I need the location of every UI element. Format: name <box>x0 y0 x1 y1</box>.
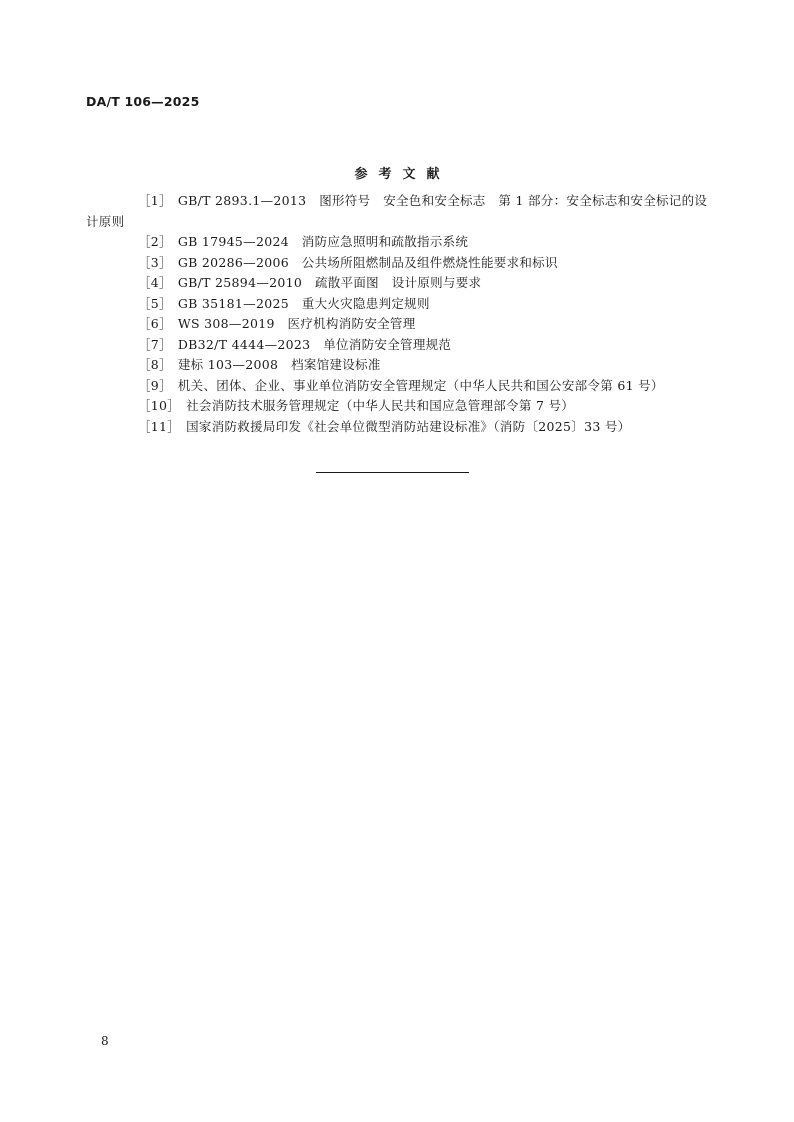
reference-text: GB/T 2893.1—2013 图形符号 安全色和安全标志 第 1 部分：安全标志和安全标记的设计原则 <box>86 193 708 229</box>
reference-text: DB32/T 4444—2023 单位消防安全管理规范 <box>177 336 452 352</box>
reference-number: ［8］ <box>138 357 172 372</box>
reference-number: ［6］ <box>138 316 172 331</box>
reference-item <box>86 273 711 294</box>
reference-number: ［9］ <box>138 377 172 393</box>
document-code: DA/T 106—2025 <box>86 94 200 109</box>
reference-item <box>86 335 711 356</box>
page-number: 8 <box>101 1034 109 1048</box>
reference-text: 机关、团体、企业、事业单位消防安全管理规定（中华人民共和国公安部令第 61 号） <box>177 377 664 393</box>
reference-text: 建标 103—2008 档案馆建设标准 <box>177 357 381 372</box>
reference-number: ［1］ <box>138 193 172 208</box>
reference-number: ［10］ <box>138 398 181 413</box>
reference-text: WS 308—2019 医疗机构消防安全管理 <box>177 316 416 331</box>
reference-item <box>86 417 711 438</box>
reference-text: GB 17945—2024 消防应急照明和疏散指示系统 <box>177 234 469 249</box>
reference-text: 国家消防救援局印发《社会单位微型消防站建设标准》（消防〔2025〕33 号） <box>186 418 631 434</box>
section-title: 参考文献 <box>354 167 451 182</box>
reference-item <box>86 253 711 274</box>
reference-list <box>86 191 711 437</box>
reference-item <box>86 294 711 315</box>
reference-item <box>86 355 711 376</box>
reference-number: ［3］ <box>138 254 172 270</box>
reference-number: ［2］ <box>138 234 172 249</box>
reference-item <box>86 314 711 335</box>
reference-number: ［7］ <box>138 336 172 352</box>
reference-number: ［4］ <box>138 275 172 290</box>
reference-text: 社会消防技术服务管理规定（中华人民共和国应急管理部令第 7 号） <box>186 398 575 413</box>
reference-number: ［11］ <box>138 418 181 434</box>
reference-text: GB 35181—2025 重大火灾隐患判定规则 <box>177 295 430 311</box>
end-rule <box>316 472 469 473</box>
reference-text: GB 20286—2006 公共场所阻燃制品及组件燃烧性能要求和标识 <box>177 254 558 270</box>
reference-item <box>86 191 711 232</box>
reference-item <box>86 396 711 417</box>
reference-item <box>86 376 711 397</box>
reference-item <box>86 232 711 253</box>
reference-number: ［5］ <box>138 295 172 311</box>
reference-text: GB/T 25894—2010 疏散平面图 设计原则与要求 <box>177 275 482 290</box>
